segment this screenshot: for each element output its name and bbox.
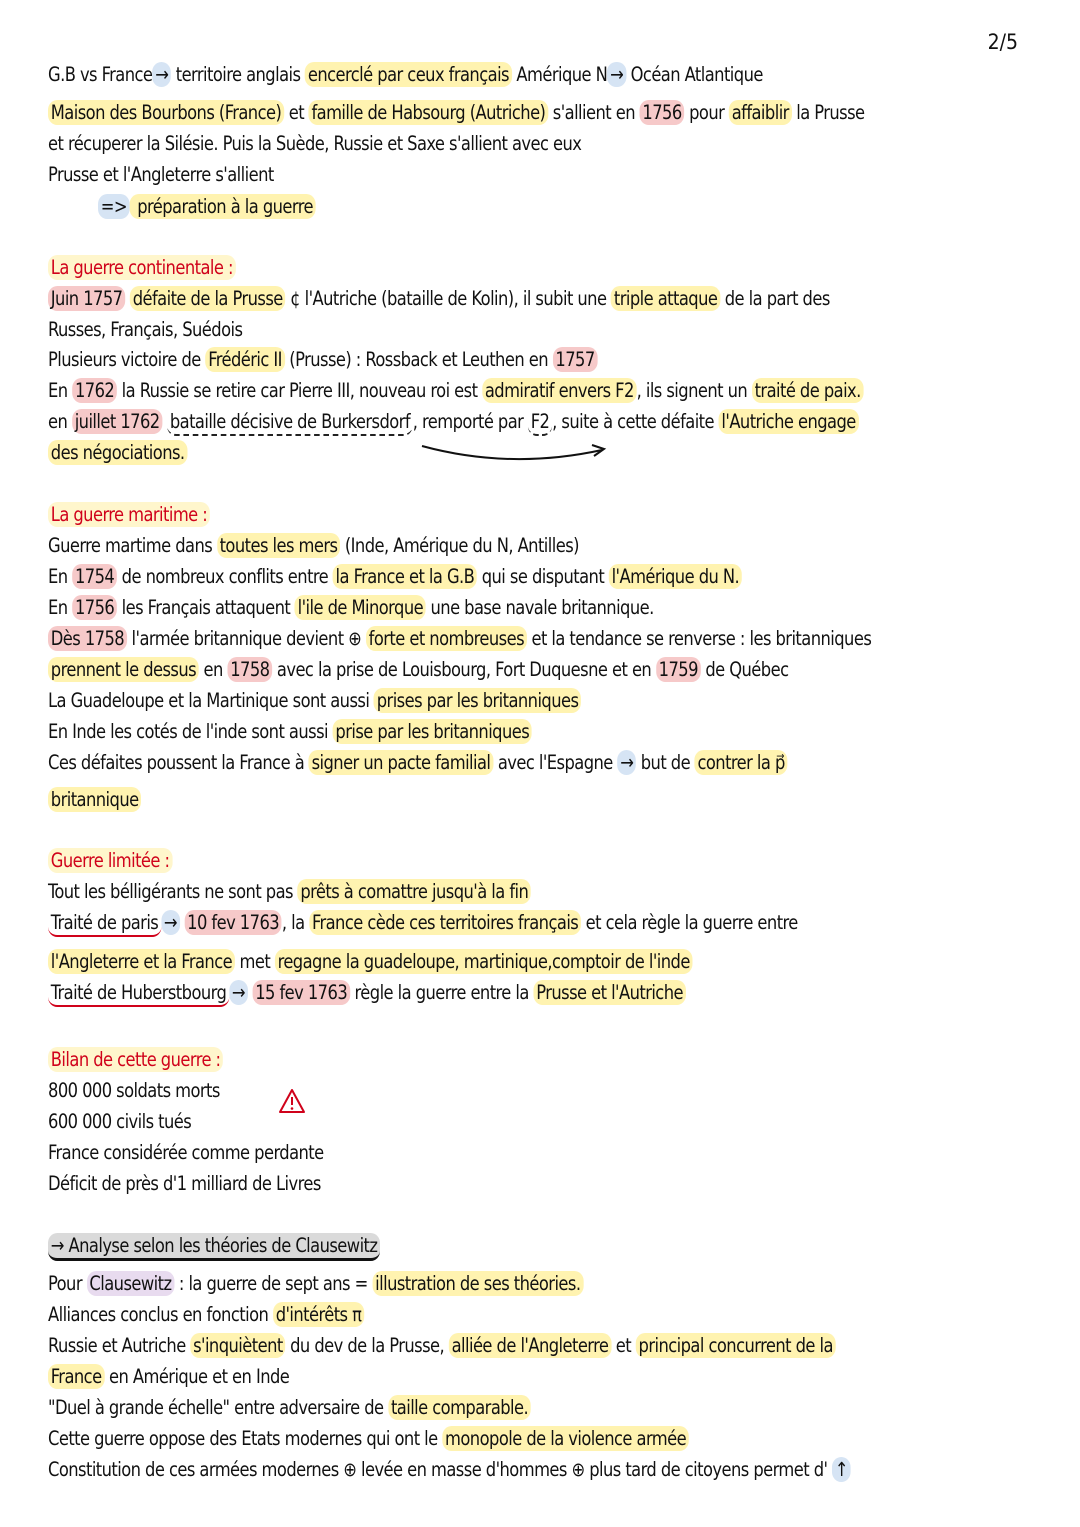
note-line [48,1427,689,1450]
text: , remporté par [412,410,528,433]
highlight: prennent le dessus [48,657,199,682]
note-line [48,1396,531,1419]
note-line [48,1365,289,1388]
note-line [48,101,865,124]
text: "Duel à grande échelle" entre adversaire de [48,1396,389,1419]
text: Amérique N [511,63,608,86]
text: Ces défaites poussent la France à [48,751,309,774]
text: du dev de la Prusse, [285,1334,449,1357]
text: , ils signent un [636,379,752,402]
note-line [48,503,210,526]
arrow-marker: ↑ [832,1457,851,1482]
highlight: illustration de ses théories. [372,1271,583,1296]
dashed-underline: bataille décisive de Burkersdorf [167,409,413,436]
note-line [48,788,141,811]
arrow-marker: → [607,62,626,87]
highlight: l'Angleterre et la France [48,949,235,974]
highlight: britannique [48,787,141,812]
highlight: traité de paix. [752,378,864,403]
date-highlight: 1754 [72,564,117,589]
date-highlight: 1756 [640,100,685,125]
text: Déficit de près d'1 milliard de Livres [48,1172,321,1195]
note-line [48,565,742,588]
note-line [48,1110,191,1133]
note-line [48,256,236,279]
highlight: affaiblir [729,100,792,125]
text: France considérée comme perdante [48,1141,324,1164]
text: pour [684,101,729,124]
date-highlight: 1762 [72,378,117,403]
text: Tout les bélligérants ne sont pas [48,880,298,903]
highlight: s'inquiètent [190,1333,285,1358]
highlight: d'intérêts π [273,1302,364,1327]
text: territoire anglais [171,63,306,86]
highlight: Frédéric II [205,347,284,372]
note-line [48,950,693,973]
text: (Prusse) : Rossback et Leuthen en [284,348,553,371]
note-line [48,1079,220,1102]
text: de la part des [720,287,830,310]
note-line [48,287,830,310]
section-title: Bilan de cette guerre : [48,1047,223,1072]
highlight: prises par les britanniques [374,688,581,713]
highlight: l'Autriche engage [719,409,859,434]
text: En [48,379,73,402]
text: : la guerre de sept ans = [174,1272,373,1295]
note-line [48,1334,836,1357]
note-line [98,195,316,218]
note-line [48,318,242,341]
highlight: des négociations. [48,440,187,465]
text: de Québec [700,658,789,681]
highlight: l'Amérique du N. [609,564,742,589]
text: ¢ l'Autriche (bataille de Kolin), il subit une [285,287,612,310]
date-highlight: 15 fev 1763 [252,980,350,1005]
highlight: la France et la G.B [333,564,477,589]
date-highlight: 1757 [553,347,598,372]
highlight: Maison des Bourbons (France) [48,100,284,125]
text: Alliances conclus en fonction [48,1303,273,1326]
section-title: Guerre limitée : [48,848,172,873]
highlight: l'ile de Minorque [295,595,426,620]
note-line [48,1303,364,1326]
text: 800 000 soldats morts [48,1079,220,1102]
highlight: contrer la p⃗ [695,750,788,775]
date-highlight: Juin 1757 [48,286,125,311]
highlight: préparation à la guerre [130,194,316,219]
dashed-underline: F2 [528,409,552,436]
highlight: encerclé par ceux français [305,62,512,87]
text: la Russie se retire car Pierre III, nouveau roi est [117,379,483,402]
text: règle la guerre entre la [349,981,534,1004]
arrow-marker: → [229,980,248,1005]
text: Pour [48,1272,87,1295]
note-line [48,1141,324,1164]
highlight: principal concurrent de la [636,1333,836,1358]
text: Plusieurs victoire de [48,348,206,371]
text: les Français attaquent [117,596,295,619]
text: avec l'Espagne [493,751,618,774]
arrow-marker: => [98,194,130,219]
note-line [48,751,788,774]
section-title: La guerre maritime : [48,502,210,527]
highlight: toutes les mers [217,533,340,558]
text: et la tendance se renverse : les britanniques [526,627,872,650]
arrow-marker: → [152,62,171,87]
text: En [48,565,73,588]
highlight: regagne la guadeloupe, martinique,comptoir de l'inde [275,949,693,974]
section-title: La guerre continentale : [48,255,236,280]
text: et récuperer la Silésie. Puis la Suède, Russie et Saxe s'allient avec eux [48,132,582,155]
note-line [48,534,579,557]
date-highlight: 1758 [227,657,272,682]
text [180,911,185,934]
highlight: défaite de la Prusse [130,286,286,311]
date-highlight: Dès 1758 [48,626,127,651]
note-line [48,1234,380,1257]
note-line [48,911,798,934]
note-line [48,379,864,402]
text: met [234,950,275,973]
note-line [48,1048,223,1071]
note-line [48,441,187,464]
text: En [48,596,73,619]
text: qui se disputant [477,565,609,588]
note-line [48,658,788,681]
note-line [48,1172,321,1195]
note-line [48,849,172,872]
arrow-marker: → [161,910,180,935]
text: la Prusse [791,101,865,124]
text: et cela règle la guerre entre [581,911,798,934]
text: de nombreux conflits entre [117,565,333,588]
highlight: alliée de l'Angleterre [449,1333,611,1358]
underlined-treaty: Traité de Huberstbourg [48,980,229,1007]
date-highlight: 1756 [72,595,117,620]
highlight: famille de Habsourg (Autriche) [309,100,548,125]
date-highlight: 1759 [656,657,701,682]
highlight: monopole de la violence armée [442,1426,689,1451]
note-line [48,163,274,186]
highlight: Prusse et l'Autriche [533,980,685,1005]
highlight: prêts à comattre jusqu'à la fin [298,879,531,904]
text: (Inde, Amérique du N, Antilles) [340,534,579,557]
arrow-marker: → [617,750,636,775]
text: , la [281,911,310,934]
highlight: triple attaque [611,286,720,311]
date-highlight: juillet 1762 [72,409,163,434]
text: Guerre martime dans [48,534,217,557]
text: et [611,1334,636,1357]
page-number: 2/5 [987,30,1018,54]
text: but de [636,751,695,774]
note-line [48,63,763,86]
text: et [284,101,309,124]
note-line [48,981,686,1004]
text: Cette guerre oppose des Etats modernes qui ont le [48,1427,443,1450]
note-line [48,596,654,619]
text: Russie et Autriche [48,1334,191,1357]
text: Constitution de ces armées modernes ⊕ levée en masse d'hommes ⊕ plus tard de citoyens permet d' [48,1458,833,1481]
text: s'allient en [548,101,640,124]
note-line [48,1272,583,1295]
text: , suite à cette défaite [552,410,719,433]
date-highlight: 10 fev 1763 [184,910,282,935]
highlight: forte et nombreuses [366,626,527,651]
text: l'armée britannique devient ⊕ [126,627,366,650]
text: En Inde les cotés de l'inde sont aussi [48,720,333,743]
text: Russes, Français, Suédois [48,318,243,341]
note-line [48,1458,851,1481]
text: avec la prise de Louisbourg, Fort Duquesne et en [272,658,656,681]
note-line [48,880,531,903]
text: G.B vs France [48,63,153,86]
highlight: France [48,1364,104,1389]
text: Océan Atlantique [626,63,763,86]
text: une base navale britannique. [425,596,654,619]
underlined-treaty: Traité de paris [48,910,161,937]
highlight: signer un pacte familial [309,750,493,775]
text: en [198,658,228,681]
highlight: taille comparable. [388,1395,531,1420]
note-line [48,348,597,371]
section-heading: → Analyse selon les théories de Clausewitz [48,1233,380,1261]
note-line [48,720,532,743]
note-line [48,410,859,433]
name-highlight: Clausewitz [87,1271,175,1296]
text: en Amérique et en Inde [104,1365,290,1388]
text: Prusse et l'Angleterre s'allient [48,163,274,186]
note-line [48,132,581,155]
note-line [48,689,581,712]
highlight: admiratif envers F2 [482,378,637,403]
note-line [48,627,871,650]
text: 600 000 civils tués [48,1110,192,1133]
text: en [48,410,72,433]
text: La Guadeloupe et la Martinique sont aussi [48,689,374,712]
curved-arrow-icon [420,440,620,470]
highlight: prise par les britanniques [333,719,532,744]
highlight: France cède ces territoires français [309,910,581,935]
warning-icon [278,1088,306,1114]
